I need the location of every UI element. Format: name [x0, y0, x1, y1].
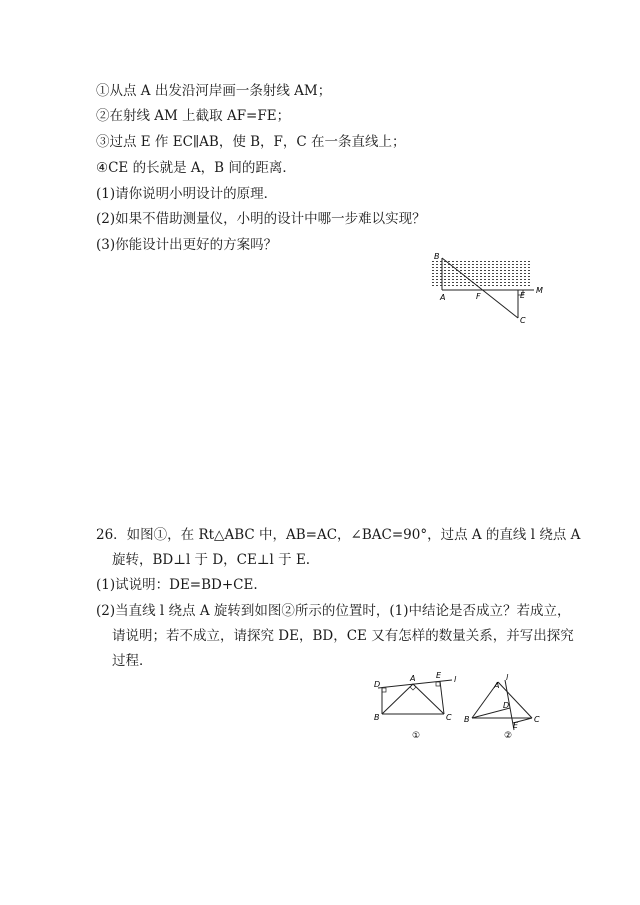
label-c: C	[520, 316, 526, 325]
segment-ac	[413, 684, 444, 714]
label-a: A	[410, 674, 416, 683]
figure-1	[368, 670, 468, 742]
step-3: ③过点 E 作 EC∥AB，使 B，F，C 在一条直线上；	[96, 134, 406, 150]
problem-26-question-2-line-1: (2)当直线 l 绕点 A 旋转到如图②所示的位置时，(1)中结论是否成立？若成立，	[96, 603, 571, 619]
step-1: ①从点 A 出发沿河岸画一条射线 AM；	[96, 83, 332, 99]
question-1: (1)请你说明小明设计的原理．	[96, 186, 278, 202]
question-2: (2)如果不借助测量仪，小明的设计中哪一步难以实现？	[96, 211, 426, 227]
problem-26-line-1: 26．如图①，在 Rt△ABC 中，AB=AC，∠BAC=90°，过点 A 的直线 l 绕点 A	[96, 527, 581, 543]
river-figure	[420, 248, 550, 330]
label-d: D	[503, 701, 510, 710]
step-2: ②在射线 AM 上截取 AF=FE；	[96, 108, 291, 124]
label-b: B	[434, 252, 440, 261]
label-e: E	[436, 671, 442, 680]
segment-ba	[382, 684, 413, 714]
river-area	[432, 260, 532, 288]
label-e: E	[513, 721, 519, 730]
label-e: E	[520, 291, 526, 300]
label-f: F	[476, 292, 481, 301]
segment-ce	[440, 681, 444, 714]
caption: ②	[504, 731, 513, 741]
label-l: l	[454, 675, 457, 684]
question-3: (3)你能设计出更好的方案吗？	[96, 237, 278, 253]
label-m: M	[536, 286, 543, 295]
label-b: B	[374, 713, 380, 722]
problem-26-question-2-line-2: 请说明；若不成立，请探究 DE，BD，CE 又有怎样的数量关系，并写出探究	[112, 628, 574, 644]
segment-ac	[498, 682, 532, 718]
step-4: ④CE 的长就是 A，B 间的距离．	[96, 160, 296, 176]
label-a: A	[494, 681, 500, 690]
label-b: B	[464, 715, 470, 724]
label-l: l	[506, 673, 509, 682]
label-c: C	[446, 713, 452, 722]
label-c: C	[534, 715, 540, 724]
figure-2	[460, 670, 560, 742]
caption: ①	[412, 731, 421, 741]
label-d: D	[374, 680, 381, 689]
problem-26-question-2-line-3: 过程．	[112, 653, 153, 669]
label-a: A	[440, 293, 446, 302]
problem-26-line-2: 旋转，BD⊥l 于 D，CE⊥l 于 E.	[112, 552, 311, 568]
problem-26-question-1: (1)试说明：DE=BD+CE.	[96, 577, 258, 593]
